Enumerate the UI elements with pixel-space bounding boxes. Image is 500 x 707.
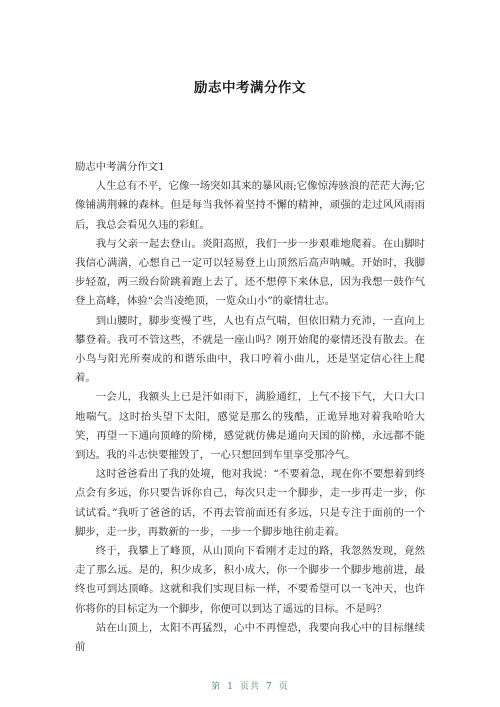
footer-middle: 页共 xyxy=(239,682,260,692)
paragraph: 我与父亲一起去登山。炎阳高照，我们一步一步艰难地爬着。在山脚时我信心满满，心想自己一定可以轻易登上山顶然后高声呐喊。开始时，我脚步轻盈，两三级台阶跳着跑上去了，还不想停下来休息，因为我想一鼓作气登上高峰，体验“会当凌绝顶，一览众山小”的豪情壮志。 xyxy=(75,237,425,308)
paragraph: 到山腰时，脚步变慢了些，人也有点气喘，但依旧精力充沛，一直向上攀登着。我可不管这些，不就是一座山吗？刚开始爬的豪情还没有散去。在小鸟与阳光所奏成的和谐乐曲中，我口哼着小曲儿，还是坚定信心往上爬着。 xyxy=(75,314,425,385)
document-title: 励志中考满分作文 xyxy=(194,80,306,96)
footer-page-number: 1 xyxy=(227,682,234,692)
footer-prefix: 第 xyxy=(211,682,222,692)
document-body xyxy=(75,158,425,657)
footer-total-pages: 7 xyxy=(266,682,273,692)
essay-subtitle: 励志中考满分作文1 xyxy=(75,161,165,173)
paragraph: 人生总有不平，它像一场突如其来的暴风雨;它像惊涛骇浪的茫茫大海;它像铺满荆棘的森林。但是每当我怀着坚持不懈的精神，顽强的走过风风雨雨后，我总会看见久违的彩虹。 xyxy=(75,180,425,231)
paragraph: 这时爸爸看出了我的处境，他对我说：“不要着急，现在你不要想着到终点会有多远，你只要告诉你自己，每次只走一个脚步，走一步再走一步，你试试看。”我听了爸爸的话，不再去管前面还有多远，只是专注于面前的一个脚步，走一步，再数新的一步，一步一个脚步地往前走着。 xyxy=(75,468,425,538)
footer-suffix: 页 xyxy=(278,682,289,692)
paragraph: 站在山顶上，太阳不再猛烈，心中不再惶恐，我要向我心中的目标继续前 xyxy=(75,621,425,654)
paragraph: 一会儿，我额头上已是汗如雨下，满脸通红，上气不接下气，大口大口地喘气。这时抬头望下太阳，感觉是那么的残酷，正诡异地对着我哈哈大笑，再望一下通向顶峰的阶梯，感觉就仿佛是通向天国的阶梯，永远都不能到达。我的斗志快要摧毁了，一心只想回到车里享受那冷气。 xyxy=(75,391,425,462)
paragraph: 终于，我攀上了峰顶，从山顶向下看刚才走过的路，我忽然发现，竟然走了那么远。是的，积少成多，积小成大，你一个脚步一个脚步地前进，最终也可到达顶峰。这就和我们实现目标一样，不要希望可以一飞冲天，也许你将你的目标定为一个脚步，你便可以到达了遥远的目标。不是吗？ xyxy=(75,545,425,615)
page-footer xyxy=(0,679,500,692)
